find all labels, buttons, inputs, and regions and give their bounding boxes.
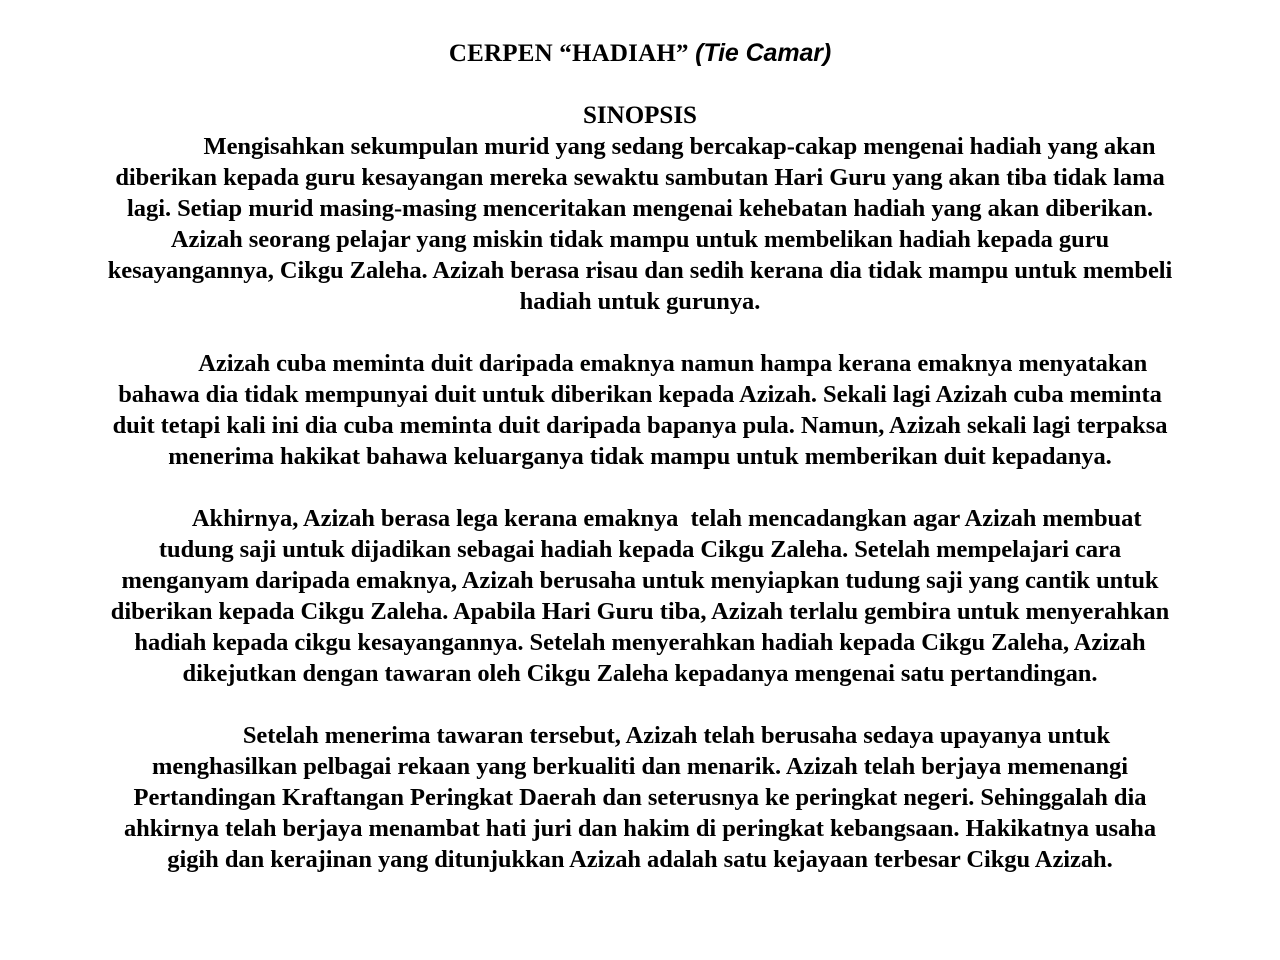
paragraph-2: [28, 348, 1252, 472]
paragraph-line: Azizah seorang pelajar yang miskin tidak mampu untuk membelikan hadiah kepada guru: [170, 226, 1110, 253]
paragraph-line: diberikan kepada guru kesayangan mereka sewaktu sambutan Hari Guru yang akan tiba tidak lama: [115, 164, 1165, 191]
paragraph-gap: [28, 472, 1252, 503]
section-heading-sinopsis: SINOPSIS: [583, 102, 697, 129]
paragraph-3: [28, 503, 1252, 689]
paragraph-line: hadiah untuk gurunya.: [519, 288, 761, 315]
document-title-author: (Tie Camar): [695, 39, 832, 67]
paragraph-line: hadiah kepada cikgu kesayangannya. Setelah menyerahkan hadiah kepada Cikgu Zaleha, Azizah: [134, 629, 1146, 656]
paragraph-line: ahkirnya telah berjaya menambat hati juri dan hakim di peringkat kebangsaan. Hakikatnya usaha: [123, 815, 1157, 842]
document-title: [28, 38, 1252, 69]
paragraph-line: menganyam daripada emaknya, Azizah berusaha untuk menyiapkan tudung saji yang cantik untuk: [121, 567, 1159, 594]
title-heading-spacer: [28, 69, 1252, 100]
paragraph-line: diberikan kepada Cikgu Zaleha. Apabila Hari Guru tiba, Azizah terlalu gembira untuk menyerahkan: [110, 598, 1170, 625]
paragraph-line: dikejutkan dengan tawaran oleh Cikgu Zaleha kepadanya mengenai satu pertandingan.: [182, 660, 1098, 687]
paragraph-line: gigih dan kerajinan yang ditunjukkan Azizah adalah satu kejayaan terbesar Cikgu Azizah.: [167, 846, 1113, 873]
paragraph-line: bahawa dia tidak mempunyai duit untuk diberikan kepada Azizah. Sekali lagi Azizah cuba meminta: [118, 381, 1162, 408]
paragraph-line: menghasilkan pelbagai rekaan yang berkualiti dan menarik. Azizah telah berjaya memenangi: [152, 753, 1128, 780]
paragraph-line: kesayangannya, Cikgu Zaleha. Azizah berasa risau dan sedih kerana dia tidak mampu untuk membeli: [107, 257, 1173, 284]
paragraph-gap: [28, 317, 1252, 348]
paragraph-1: [28, 131, 1252, 317]
paragraph-4: [28, 720, 1252, 875]
paragraph-line: Mengisahkan sekumpulan murid yang sedang bercakap-cakap mengenai hadiah yang akan: [124, 133, 1156, 160]
paragraph-line: Pertandingan Kraftangan Peringkat Daerah dan seterusnya ke peringkat negeri. Sehinggalah dia: [133, 784, 1147, 811]
paragraph-line: duit tetapi kali ini dia cuba meminta duit daripada bapanya pula. Namun, Azizah sekali lagi terpaksa: [112, 412, 1168, 439]
paragraph-line: Azizah cuba meminta duit daripada emaknya namun hampa kerana emaknya menyatakan: [132, 350, 1148, 377]
paragraph-line: lagi. Setiap murid masing-masing menceritakan mengenai kehebatan hadiah yang akan diberikan.: [127, 195, 1153, 222]
paragraph-gap: [28, 689, 1252, 720]
document-title-main: CERPEN “HADIAH”: [448, 40, 696, 67]
paragraph-line: tudung saji untuk dijadikan sebagai hadiah kepada Cikgu Zaleha. Setelah mempelajari cara: [158, 536, 1122, 563]
paragraph-line: Setelah menerima tawaran tersebut, Azizah telah berusaha sedaya upayanya untuk: [169, 722, 1111, 749]
paragraph-line: menerima hakikat bahawa keluarganya tidak mampu untuk memberikan duit kepadanya.: [168, 443, 1112, 470]
paragraph-line: Akhirnya, Azizah berasa lega kerana emaknya telah mencadangkan agar Azizah membuat: [138, 505, 1142, 532]
